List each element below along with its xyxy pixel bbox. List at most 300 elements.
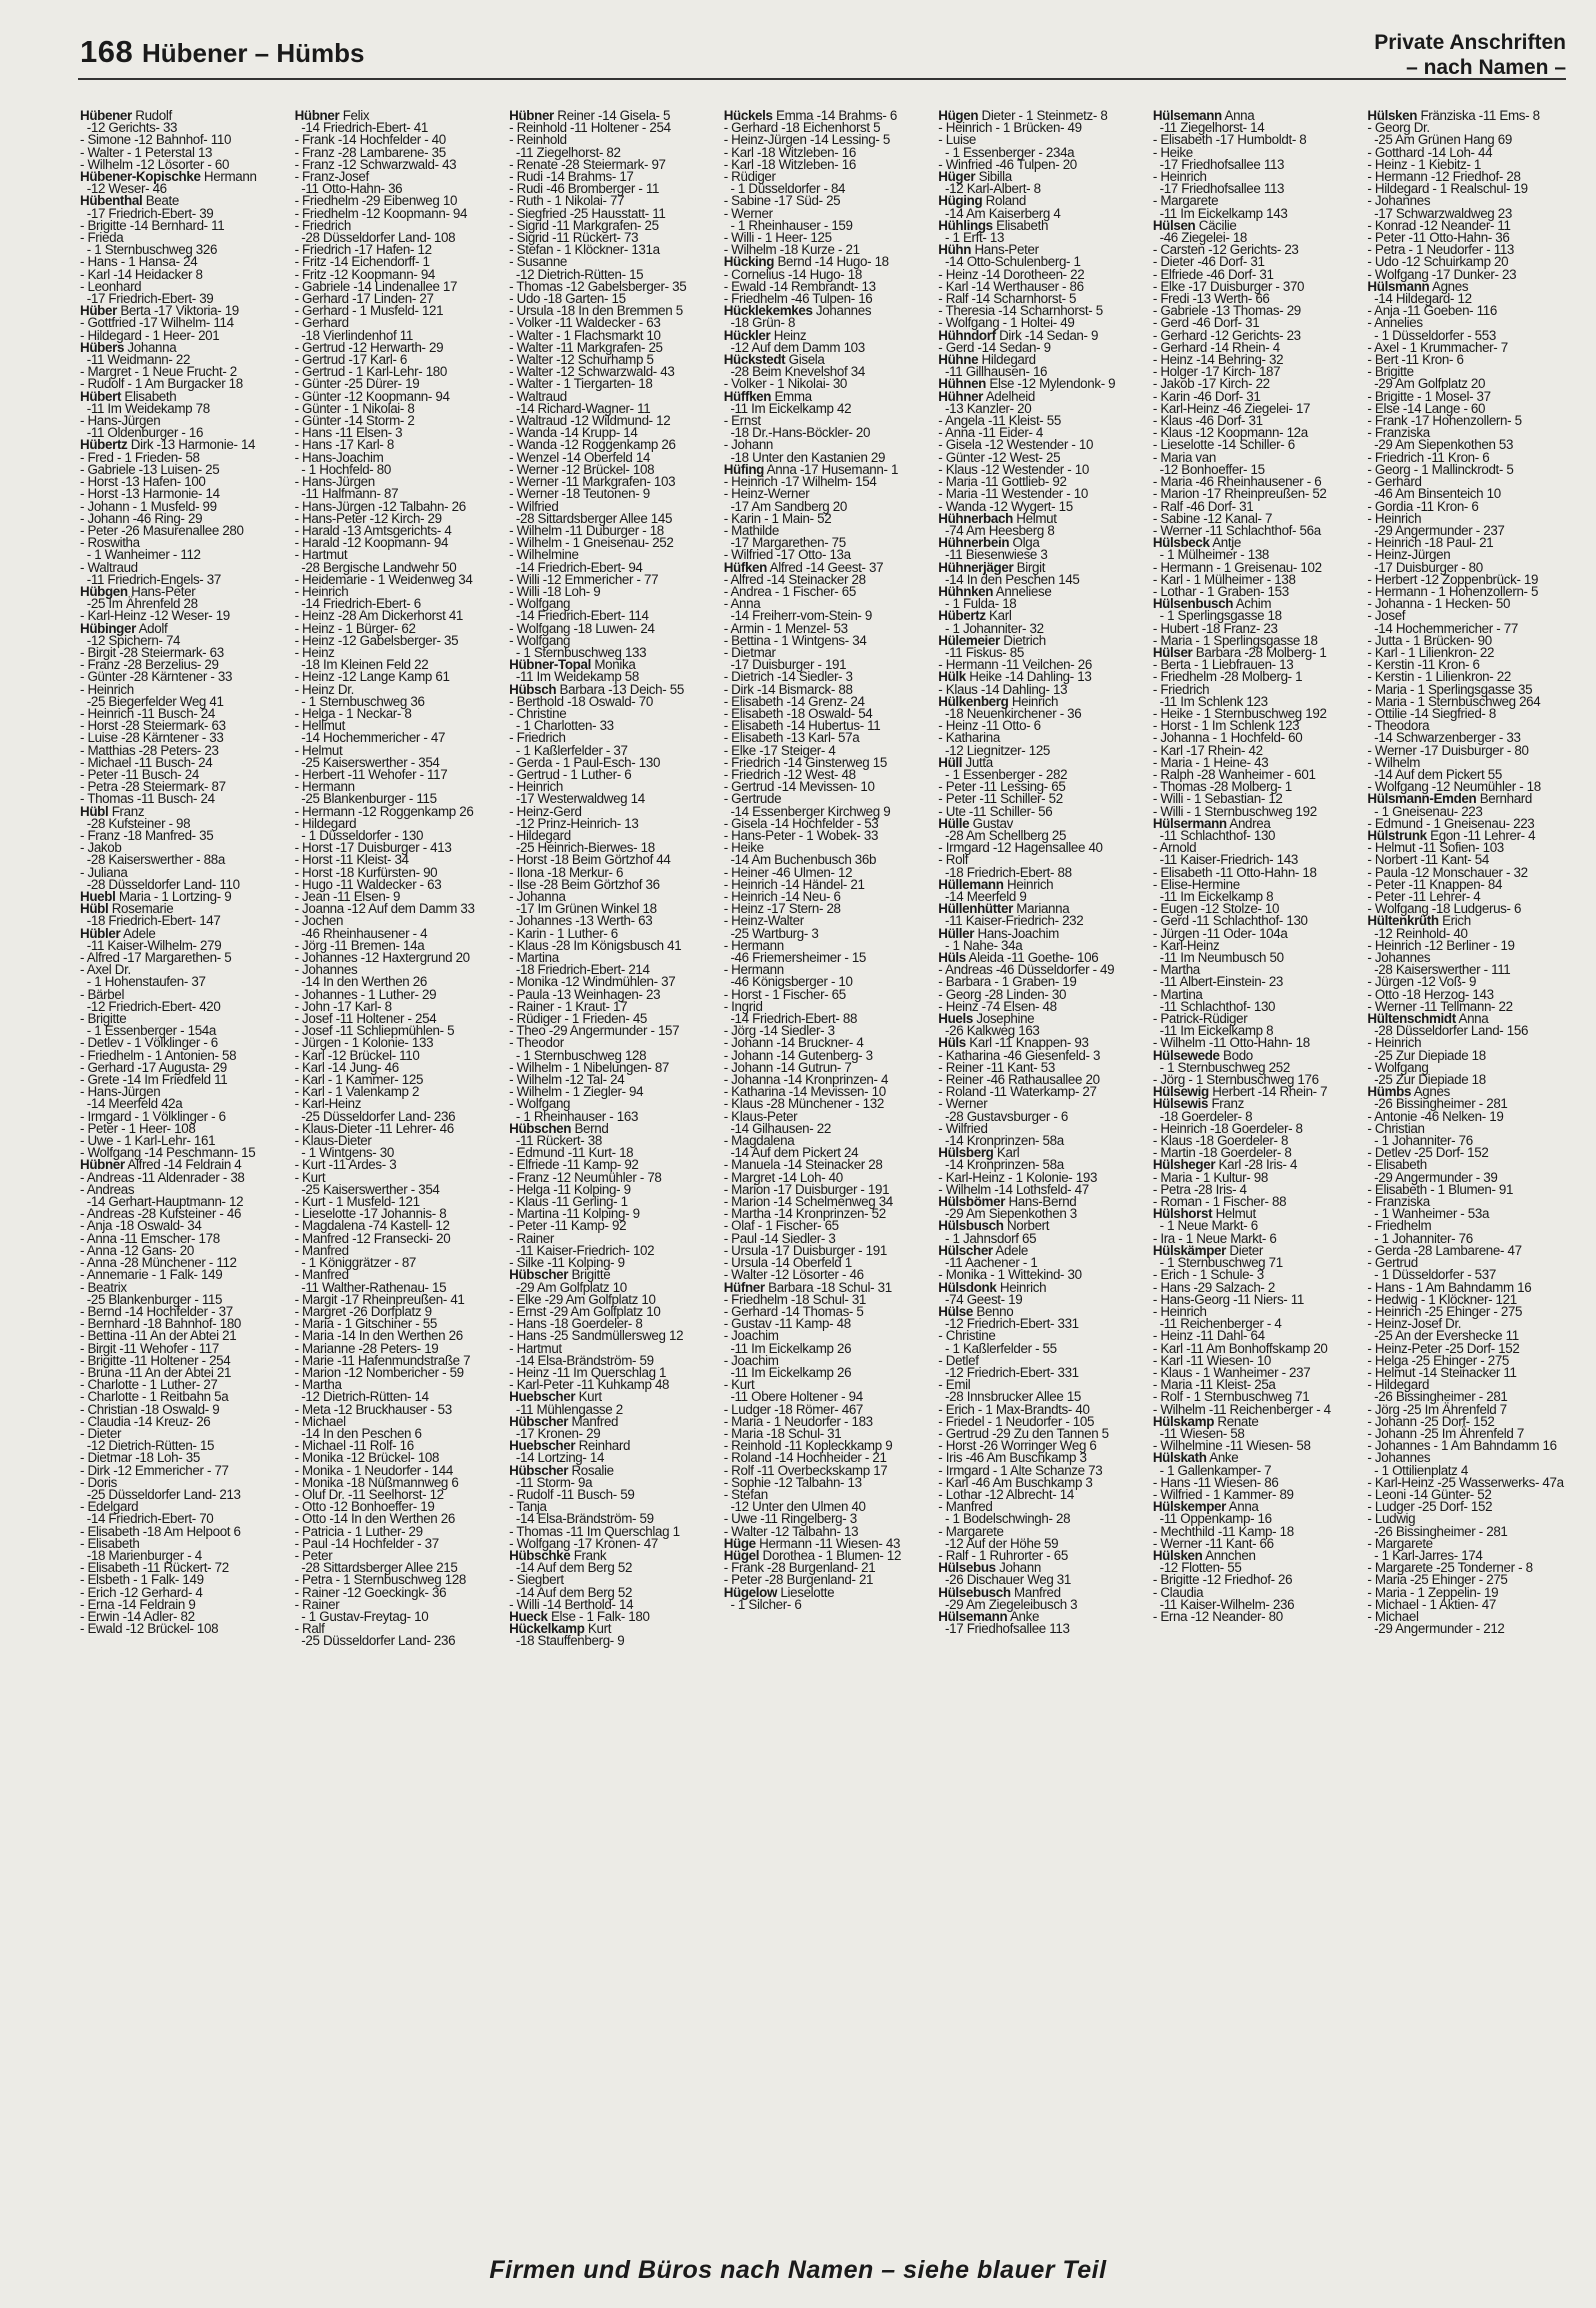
entry-surname: Hüffken	[723, 388, 772, 404]
entry-text: - Heinz -11 Otto- 6	[938, 718, 1041, 734]
entry-text: - Klaus -14 Dahling- 13	[938, 681, 1068, 697]
entry-text: - Hildegard - 1 Realschul- 19	[1367, 181, 1528, 197]
entry-text: - Johannes	[1367, 193, 1431, 209]
entry-text: - Edmund -11 Kurt- 18	[509, 1145, 634, 1161]
entry-text: -11 Oppenkamp- 16	[1152, 1511, 1272, 1527]
entry-text: -25 Düsseldorfer Land- 236	[294, 1633, 456, 1649]
entry-text: - Harald -12 Koopmann- 94	[294, 535, 449, 551]
entry-text: - Elfriede -11 Kamp- 92	[509, 1157, 639, 1173]
entry-text: - Gerhard -14 Thomas- 5	[723, 1303, 864, 1319]
entry-text: - Monika - 1 Neudorfer - 144	[294, 1462, 453, 1478]
entry-surname: Hühn	[938, 242, 972, 258]
entry-text: - Frieda	[80, 230, 124, 246]
entry-text: - Elise-Hermine	[1152, 876, 1240, 892]
entry-text: Anke	[1007, 1608, 1040, 1624]
entry-text: - Klaus-Dieter -11 Lehrer- 46	[294, 1120, 454, 1136]
entry-text: - Heinrich -11 Busch- 24	[80, 705, 215, 721]
entry-text: - Heidemarie - 1 Weidenweg 34	[294, 571, 473, 587]
entry-text: - Peter -11 Otto-Hahn- 36	[1367, 230, 1510, 246]
entry-text: - Anna -28 Münchener - 112	[80, 1255, 237, 1271]
entry-surname: Huebscher	[509, 1438, 576, 1454]
entry-text: - Rolf -11 Overbeckskamp 17	[723, 1462, 888, 1478]
entry-text: - Elisabeth	[1367, 1157, 1427, 1173]
entry-text: -25 Düsseldorfer Land- 236	[294, 1108, 456, 1124]
entry-text: - Erich - 1 Schule- 3	[1152, 1267, 1264, 1283]
entry-text: - Elisabeth -11 Rückert- 72	[80, 1560, 229, 1576]
entry-text: - Martha -14 Kronprinzen- 52	[723, 1206, 886, 1222]
entry-text: Lieselotte	[777, 1584, 835, 1600]
entry-text: - 1 Gallenkamper- 7	[1152, 1462, 1272, 1478]
entry-text: - Theo -29 Angermunder - 157	[509, 1023, 680, 1039]
entry-text: - Johannes	[1367, 1450, 1431, 1466]
entry-text: - Peter - 1 Heer- 108	[80, 1120, 196, 1136]
entry-text: -14 In den Peschen 145	[938, 571, 1080, 587]
entry-text: - Klaus -28 Im Königsbusch 41	[509, 937, 682, 953]
directory-column	[1153, 110, 1356, 2220]
entry-text: - Friedrich	[294, 217, 351, 233]
entry-text: Bernd -14 Hugo- 18	[774, 254, 889, 270]
entry-text: -14 Friedrich-Ebert- 114	[509, 608, 649, 624]
entry-text: - Volker - 1 Nikolai- 30	[723, 376, 848, 392]
entry-text: - Heinrich	[1367, 1035, 1422, 1051]
entry-text: -25 An der Eversheckе 11	[1367, 1328, 1519, 1344]
entry-text: - Friedrich	[1152, 681, 1210, 697]
entry-text: -12 Dietrich-Rütten- 15	[509, 266, 644, 282]
entry-text: - Anna -11 Eider- 4	[938, 425, 1044, 441]
entry-text: - Horst -26 Worringer Weg 6	[938, 1438, 1097, 1454]
entry-text: -14 Gilhausen- 22	[723, 1120, 831, 1136]
entry-surname: Hübsch	[509, 681, 557, 697]
entry-text: - Else -14 Lange - 60	[1367, 400, 1486, 416]
entry-text: - Christian -18 Oswald- 9	[80, 1401, 220, 1417]
entry-text: Emma	[771, 388, 812, 404]
entry-surname: Hüfner	[723, 1279, 765, 1295]
entry-text: - Katharina	[938, 730, 1000, 746]
entry-text: - Peter -11 Lessing- 65	[938, 779, 1066, 795]
entry-text: - Gertrud -12 Herwarth- 29	[294, 339, 444, 355]
entry-text: - Gerd -46 Dorf- 31	[1152, 315, 1260, 331]
entry-text: - Wanda -14 Krupp- 14	[509, 425, 638, 441]
entry-text: - Jochen	[294, 913, 344, 929]
entry-text: Johanna	[124, 339, 177, 355]
entry-text: - Franziska	[1367, 1194, 1430, 1210]
entry-text: - Hubert -18 Franz- 23	[1152, 620, 1278, 636]
entry-text: - Petra - 1 Neudorfer - 113	[1367, 242, 1515, 258]
entry-text: - Karl -12 Brückel- 110	[294, 1047, 420, 1063]
entry-text: -11 Aachener - 1	[938, 1255, 1038, 1271]
entry-text: - Wilhelm -11 Otto-Hahn- 18	[1152, 1035, 1310, 1051]
entry-text: Helmut	[1212, 1206, 1256, 1222]
entry-text: - Wolfgang -18 Luwen- 24	[509, 620, 655, 636]
entry-text: Heike -14 Dahling- 13	[965, 669, 1092, 685]
entry-text: - Heinz -12 Lange Kamp 61	[294, 669, 450, 685]
entry-text: - Michael -11 Rolf- 16	[294, 1438, 414, 1454]
entry-text: - Heinrich	[509, 779, 563, 795]
entry-surname: Hüge	[723, 1535, 756, 1551]
entry-text: - Gertrud	[1367, 1255, 1418, 1271]
entry-text: - Elisabeth -11 Otto-Hahn- 18	[1152, 864, 1317, 880]
entry-surname: Hüfing	[723, 461, 764, 477]
entry-text: -25 Im Ährenfeld 28	[80, 596, 198, 612]
entry-text: -29 Angermunder - 39	[1367, 1169, 1498, 1185]
entry-text: - Sigrid -11 Markgrafen- 25	[509, 217, 659, 233]
entry-text: - Ursula -18 In den Bremmen 5	[509, 303, 683, 319]
entry-text: Reinhard	[575, 1438, 631, 1454]
entry-text: -14 Freiherr-vom-Stein- 9	[723, 608, 873, 624]
entry-surname: Hülsbusch	[938, 1218, 1004, 1234]
entry-text: -17 Kronen- 29	[509, 1425, 601, 1441]
entry-text: - Friedrich -11 Kron- 6	[1367, 449, 1490, 465]
entry-surname: Hübertz	[938, 608, 986, 624]
entry-text: - Annemarie - 1 Falk- 149	[80, 1267, 223, 1283]
entry-text: -11 Im Eickelkamp 42	[723, 400, 852, 416]
entry-text: - Elke -17 Duisburger - 370	[1152, 278, 1305, 294]
entry-text: - Sabine -12 Kanal- 7	[1152, 510, 1273, 526]
entry-text: - Friedhelm -28 Molberg- 1	[1152, 669, 1303, 685]
entry-text: Helmut	[1012, 510, 1057, 526]
entry-text: - Hugo -11 Waldecker - 63	[294, 876, 442, 892]
entry-text: - Heinz-Jürgen -14 Lessing- 5	[723, 132, 890, 148]
entry-text: - Karin - 1 Main- 52	[723, 510, 832, 526]
entry-text: - Heike	[723, 840, 764, 856]
entry-text: - Ilse -28 Beim Görtzhof 36	[509, 876, 660, 892]
entry-text: - Karl -46 Am Buschkamp 3	[938, 1474, 1093, 1490]
entry-text: - Hartmut	[294, 547, 348, 563]
entry-text: - Thomas -12 Gabelsberger- 35	[509, 278, 687, 294]
entry-text: - Waltraud -12 Wildmund- 12	[509, 413, 671, 429]
entry-text: - Wenzel -14 Oberfeld 14	[509, 449, 651, 465]
entry-text: - Jörg -14 Siedler- 3	[723, 1023, 835, 1039]
entry-text: - Heinrich	[1367, 510, 1422, 526]
entry-text: - Patricia - 1 Luther- 29	[294, 1523, 423, 1539]
entry-text: - Heinz-Peter -25 Dorf- 152	[1367, 1340, 1520, 1356]
entry-text: - 1 Sternbuschweg 36	[294, 693, 425, 709]
entry-text: - Werner	[723, 205, 773, 221]
entry-text: - Lothar -12 Albrecht- 14	[938, 1486, 1074, 1502]
entry-text: -12 Auf der Höhe 59	[938, 1535, 1059, 1551]
entry-text: -25 Düsseldorfer Land- 213	[80, 1486, 241, 1502]
entry-text: - Rainer - 1 Kraut- 17	[509, 998, 628, 1014]
page-title: Hübener – Hümbs	[142, 38, 365, 68]
entry-text: - Sabine -17 Süd- 25	[723, 193, 841, 209]
entry-surname: Hüber	[80, 303, 117, 319]
entry-text: -14 Friedrich-Ebert- 6	[294, 596, 421, 612]
entry-text: - Otto -18 Herzog- 143	[1367, 986, 1494, 1002]
entry-text: - Wilhelm - 1 Nibelungen- 87	[509, 1059, 670, 1075]
entry-text: - Horst -18 Beim Görtzhof 44	[509, 852, 671, 868]
entry-text: - Christine	[509, 705, 567, 721]
entry-text: - Axel Dr.	[80, 962, 131, 978]
entry-text: - Hermann -12 Friedhof- 28	[1367, 169, 1521, 185]
directory-entry	[938, 842, 1141, 854]
entry-text: -29 Angermunder - 237	[1367, 522, 1505, 538]
entry-surname: Huebscher	[509, 1389, 576, 1405]
entry-surname: Hübler	[80, 925, 121, 941]
entry-text: Adolf	[135, 620, 168, 636]
entry-text: -18 Stauffenberg- 9	[509, 1633, 625, 1649]
entry-text: - Werner -11 Schlachthof- 56a	[1152, 522, 1321, 538]
entry-text: - Wolfgang -17 Kronen- 47	[509, 1535, 658, 1551]
entry-text: - Kurt - 1 Musfeld- 121	[294, 1194, 420, 1210]
entry-surname: Hühlings	[938, 217, 993, 233]
entry-text: - Klaus - 1 Wanheimer - 237	[1152, 1364, 1311, 1380]
entry-text: -11 Im Eickelkamp 26	[723, 1364, 852, 1380]
entry-text: -12 Friedrich-Ebert- 420	[80, 998, 221, 1014]
entry-text: - Marion -14 Schelmenweg 34	[723, 1194, 893, 1210]
entry-surname: Hüls	[938, 1035, 966, 1051]
entry-text: Maria - 1 Lortzing- 9	[115, 889, 232, 904]
entry-text: - Martha	[294, 1377, 342, 1393]
entry-text: Gisela	[785, 352, 825, 368]
entry-text: - Erna -12 Neander- 80	[1152, 1608, 1283, 1624]
entry-text: - Johann -46 Ring- 29	[80, 510, 203, 526]
entry-text: -17 Im Grünen Winkel 18	[509, 901, 657, 917]
entry-text: - Willi - 1 Sebastian- 12	[1152, 791, 1283, 807]
entry-text: - Maria - 1 Gitschiner - 55	[294, 1316, 437, 1332]
entry-text: Monika	[590, 657, 636, 673]
entry-text: - Gabriele -14 Lindenallee 17	[294, 278, 458, 294]
entry-text: - Hartmut	[509, 1340, 562, 1356]
entry-surname: Hülshorst	[1152, 1206, 1213, 1222]
entry-text: - Johanna	[509, 889, 566, 904]
entry-text: - Wolfgang	[509, 596, 571, 612]
entry-text: - Andreas -11 Aldenrader - 38	[80, 1169, 245, 1185]
entry-text: -17 Westerwaldweg 14	[509, 791, 645, 807]
entry-text: - Wanda -12 Roggenkamp 26	[509, 437, 676, 453]
entry-text: - Rainer	[294, 1596, 340, 1612]
entry-text: - 1 Wintgens- 30	[294, 1145, 394, 1161]
entry-text: -14 Richard-Wagner- 11	[509, 400, 651, 416]
entry-text: Karl -11 Knappen- 93	[965, 1035, 1089, 1051]
entry-text: - Wolfgang	[1367, 1059, 1429, 1075]
entry-surname: Hückstedt	[723, 352, 786, 368]
entry-text: -28 Düsseldorfer Land- 110	[80, 876, 240, 892]
entry-text: - Silke -11 Kolping- 9	[509, 1255, 625, 1271]
entry-text: Anna -17 Husemann- 1	[764, 461, 899, 477]
entry-text: - Hermann	[723, 937, 784, 953]
entry-text: - Karl - 1 Mülheimer - 138	[1152, 571, 1296, 587]
entry-text: -26 Bissingheimer - 281	[1367, 1389, 1508, 1405]
entry-text: - Luise	[938, 132, 977, 148]
entry-text: - Karl-Heinz - 1 Kolonie- 193	[938, 1169, 1098, 1185]
entry-text: Gustav	[969, 815, 1013, 831]
entry-text: - Hans - 1 Hansa- 24	[80, 254, 198, 270]
entry-text: - Günter - 1 Nikolai- 8	[294, 400, 415, 416]
entry-text: - Willi - 1 Sternbuschweg 192	[1152, 803, 1317, 819]
entry-text: - Erich -12 Gerhard- 4	[80, 1584, 203, 1600]
entry-text: - Reinhold -11 Holtener - 254	[509, 120, 671, 136]
entry-text: Reiner -14 Gisela- 5	[553, 110, 671, 123]
entry-text: - Emil	[938, 1377, 971, 1393]
entry-text: - Petra - 1 Sternbuschweg 128	[294, 1572, 467, 1588]
entry-text: - Friedrich	[509, 730, 566, 746]
entry-text: - Holger -17 Kirch- 187	[1152, 364, 1281, 380]
entry-text: - Thomas -11 Busch- 24	[80, 791, 215, 807]
entry-text: - Karl -14 Heidacker 8	[80, 266, 203, 282]
entry-text: - Wilhelm -14 Lothsfeld- 47	[938, 1181, 1089, 1197]
entry-surname: Hülsken	[1367, 110, 1418, 123]
entry-text: - Jean -11 Elsen- 9	[294, 889, 401, 904]
entry-text: Kurt	[575, 1389, 602, 1405]
entry-text: - Lieselotte -14 Schiller- 6	[1152, 437, 1295, 453]
entry-text: -25 Heinrich-Bierwes- 18	[509, 840, 655, 856]
entry-text: - Joachim	[723, 1328, 779, 1344]
entry-text: Bernhard	[1476, 791, 1533, 807]
entry-text: Hans-Peter	[127, 583, 196, 599]
entry-surname: Hückler	[723, 327, 771, 343]
entry-text: - Christian	[1367, 1120, 1425, 1136]
entry-text: - Hans-Jürgen	[294, 474, 375, 490]
entry-text: -25 Kaiserswerther - 354	[294, 1181, 440, 1197]
entry-text: - Johannes - 1 Am Bahndamm 16	[1367, 1438, 1557, 1454]
entry-text: Anna	[1221, 110, 1255, 123]
entry-text: - 1 Rheinhauser - 159	[723, 217, 853, 233]
entry-text: - Joachim	[723, 1352, 779, 1368]
entry-text: - Franz -28 Berzelius- 29	[80, 657, 219, 673]
entry-text: - Leoni -14 Günter- 52	[1367, 1486, 1492, 1502]
directory-column	[295, 110, 498, 2220]
entry-text: - Jakob	[80, 840, 122, 856]
entry-text: - Peter -11 Busch- 24	[80, 766, 199, 782]
entry-text: - Hans -17 Karl- 8	[294, 437, 394, 453]
entry-text: - Sigrid -11 Rückert- 73	[509, 230, 639, 246]
entry-text: - Peter -11 Lehrer- 4	[1367, 889, 1481, 904]
entry-surname: Hücking	[723, 254, 775, 270]
entry-surname: Hücklekemkes	[723, 303, 813, 319]
entry-text: - Werner -11 Kant- 66	[1152, 1535, 1274, 1551]
entry-text: - Werner -11 Markgrafen- 103	[509, 474, 676, 490]
entry-text: -28 Sittardsberger Allee 215	[294, 1560, 458, 1576]
entry-text: Dieter	[1226, 1242, 1264, 1258]
entry-text: - Volker -11 Waldecker - 63	[509, 315, 661, 331]
entry-text: -18 Dr.-Hans-Böckler- 20	[723, 425, 871, 441]
section-title	[1374, 30, 1566, 80]
entry-text: - Wolfgang	[509, 1096, 571, 1112]
entry-text: - Heinrich -18 Goerdeler- 8	[1152, 1120, 1303, 1136]
entry-text: - Wilfried -17 Otto- 13a	[723, 547, 851, 563]
entry-text: -17 Friedrich-Ebert- 39	[80, 291, 214, 307]
entry-text: - Birgit -28 Steiermark- 63	[80, 644, 224, 660]
entry-text: - Udo -18 Garten- 15	[509, 291, 626, 307]
entry-text: - Hans -25 Sandmüllersweg 12	[509, 1328, 684, 1344]
entry-text: - Johann -14 Gutrun- 7	[723, 1059, 852, 1075]
entry-text: - Heinrich	[80, 681, 134, 697]
entry-text: - Walter -12 Lösorter - 46	[723, 1267, 864, 1283]
entry-text: -14 Hochemmericher - 47	[294, 730, 446, 746]
entry-text: -14 Elsa-Brändström- 59	[509, 1352, 654, 1368]
entry-text: - Grete -14 Im Friedfeld 11	[80, 1072, 228, 1088]
entry-text: - Anna -11 Emscher- 178	[80, 1230, 220, 1246]
entry-text: - Elisabeth -18 Oswald- 54	[723, 705, 873, 721]
entry-text: - 1 Rheinhauser - 163	[509, 1108, 639, 1124]
entry-text: -11 Gillhausen- 16	[938, 364, 1048, 380]
entry-text: - Willi -12 Emmericher - 77	[509, 571, 659, 587]
entry-text: - Wilhelm -11 Duburger - 18	[509, 522, 664, 538]
entry-surname: Hültenkrüth	[1367, 913, 1439, 929]
entry-surname: Hülsbeck	[1152, 535, 1210, 551]
entry-text: -25 Zur Diepiade 18	[1367, 1072, 1486, 1088]
entry-text: -12 Friedrich-Ebert- 331	[938, 1316, 1079, 1332]
entry-text: - Winfried -46 Tulpen- 20	[938, 156, 1077, 172]
directory-entry	[938, 1623, 1141, 1635]
entry-text: - Andreas -46 Düsseldorfer - 49	[938, 962, 1115, 978]
entry-text: - Ralf -46 Dorf- 31	[1152, 498, 1254, 514]
entry-text: - Wolfgang -14 Peschmann- 15	[80, 1145, 256, 1161]
entry-text: - 1 Düsseldorfer - 537	[1367, 1267, 1496, 1283]
entry-text: - Ernst -29 Am Golfplatz 10	[509, 1303, 661, 1319]
entry-surname: Hülsmann	[1367, 278, 1430, 294]
entry-surname: Hülsbömer	[938, 1194, 1006, 1210]
entry-text: Anna	[1226, 1499, 1259, 1515]
entry-text: -11 Weidmann- 22	[80, 352, 191, 368]
entry-text: - Kerstin -11 Kron- 6	[1367, 657, 1480, 673]
entry-text: - Karl-Heinz -12 Weser- 19	[80, 608, 230, 624]
entry-text: - Friedhelm	[1367, 1218, 1432, 1234]
entry-text: -14 Auf dem Pickert 24	[723, 1145, 859, 1161]
entry-text: - Magdalena -74 Kastell- 12	[294, 1218, 450, 1234]
entry-text: - Stefan	[723, 1486, 768, 1502]
entry-surname: Hübschke	[509, 1547, 571, 1563]
section-title-line2: – nach Namen –	[1406, 56, 1566, 79]
entry-text: - 1 Königgrätzer - 87	[294, 1255, 417, 1271]
entry-text: - Hermann -11 Veilchen- 26	[938, 657, 1092, 673]
entry-text: Norbert	[1003, 1218, 1050, 1234]
entry-text: - Johanna -14 Kronprinzen- 4	[723, 1072, 889, 1088]
entry-text: - Heinz-Gerd	[509, 803, 582, 819]
entry-text: - Doris	[80, 1474, 117, 1490]
entry-text: - Maria -46 Rheinhausener - 6	[1152, 474, 1322, 490]
entry-text: - Gordia -11 Kron- 6	[1367, 498, 1479, 514]
entry-text: - Horst -13 Hafen- 100	[80, 474, 206, 490]
entry-text: - Wilhelmine -11 Wiesen- 58	[1152, 1438, 1311, 1454]
entry-text: - Elsbeth - 1 Falk- 149	[80, 1572, 204, 1588]
entry-text: - Margarete -25 Tonderner - 8	[1367, 1560, 1533, 1576]
entry-text: - Ute -11 Schiller- 56	[938, 803, 1053, 819]
entry-text: - Marion -17 Duisburger - 191	[723, 1181, 890, 1197]
entry-text: - Joanna -12 Auf dem Damm 33	[294, 901, 475, 917]
directory-column	[509, 110, 712, 2220]
entry-text: -12 Dietrich-Rütten- 14	[294, 1389, 429, 1405]
entry-surname: Hülstrunk	[1367, 827, 1427, 843]
entry-text: - Hans-Jürgen	[80, 1084, 161, 1100]
entry-text: - Andrea - 1 Fischer- 65	[723, 583, 856, 599]
entry-text: - Heike	[1152, 144, 1193, 160]
entry-text: -26 Kalkweg 163	[938, 1023, 1040, 1039]
entry-text: - Heinrich -12 Berliner - 19	[1367, 937, 1515, 953]
entry-text: Elisabeth	[992, 217, 1049, 233]
entry-text: - Susanne	[509, 254, 568, 270]
entry-text: Else - 1 Falk- 180	[547, 1608, 650, 1624]
entry-text: - Friedhelm -29 Eibenweg 10	[294, 193, 458, 209]
entry-text: - Dirk -12 Emmericher - 77	[80, 1462, 229, 1478]
entry-text: Adelheid	[983, 388, 1036, 404]
entry-text: - Irmgard -12 Hagensallee 40	[938, 840, 1103, 856]
entry-text: - Thomas -28 Molberg- 1	[1152, 779, 1292, 795]
entry-text: - Friedrich -12 West- 48	[723, 766, 856, 782]
entry-surname: Hüllenhütter	[938, 901, 1013, 917]
entry-text: - Klaus -28 Münchener - 132	[723, 1096, 884, 1112]
entry-text: -14 Am Buchenbusch 36b	[723, 852, 877, 868]
entry-text: -25 Biegerfelder Weg 41	[80, 693, 224, 709]
entry-text: - Wolfgang - 1 Holtei- 49	[938, 315, 1075, 331]
entry-text: - Bernd -14 Hochfelder - 37	[80, 1303, 233, 1319]
entry-text: - Hildegard - 1 Heer- 201	[80, 327, 220, 343]
entry-text: - Peter -26 Masurenallee 280	[80, 522, 244, 538]
entry-text: - Johann -14 Bruckner- 4	[723, 1035, 864, 1051]
entry-text: - 1 Bodelschwingh- 28	[938, 1511, 1071, 1527]
entry-text: Annchen	[1202, 1547, 1256, 1563]
entry-text: -17 Friedhofsallee 113	[1152, 181, 1285, 197]
